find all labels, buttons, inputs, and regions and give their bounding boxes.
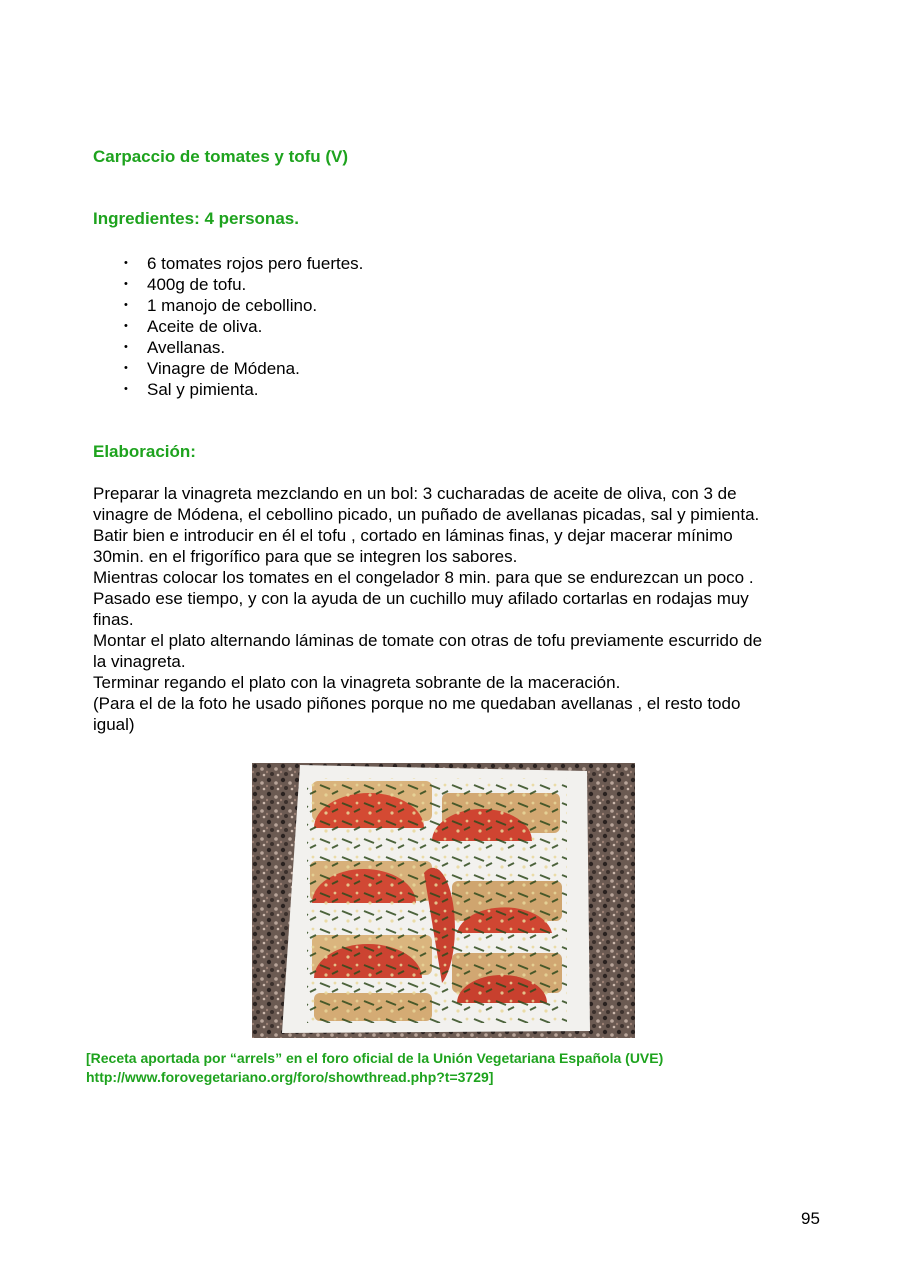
elaboration-line: Preparar la vinagreta mezclando en un bol: 3 cucharadas de aceite de oliva, con 3 de xyxy=(93,484,737,503)
ingredient-item: • Sal y pimienta. xyxy=(120,379,363,400)
ingredient-item: • Vinagre de Módena. xyxy=(120,358,363,379)
elaboration-line: Pasado ese tiempo, y con la ayuda de un cuchillo muy afilado cortarlas en rodajas muy xyxy=(93,589,749,608)
elaboration-line: Terminar regando el plato con la vinagreta sobrante de la maceración. xyxy=(93,673,621,692)
elaboration-line: 30min. en el frigorífico para que se integren los sabores. xyxy=(93,547,518,566)
page-number: 95 xyxy=(801,1209,820,1228)
ingredients-list xyxy=(120,253,363,400)
elaboration-line: la vinagreta. xyxy=(93,652,186,671)
ingredient-item: • 6 tomates rojos pero fuertes. xyxy=(120,253,363,274)
elaboration-line: igual) xyxy=(93,715,135,734)
elaboration-line: Mientras colocar los tomates en el congelador 8 min. para que se endurezcan un poco . xyxy=(93,568,754,587)
ingredient-item: • 400g de tofu. xyxy=(120,274,363,295)
credit-line: [Receta aportada por “arrels” en el foro oficial de la Unión Vegetariana Española (UVE) xyxy=(86,1050,664,1066)
elaboration-line: vinagre de Módena, el cebollino picado, un puñado de avellanas picadas, sal y pimienta. xyxy=(93,505,760,524)
elaboration-line: finas. xyxy=(93,610,134,629)
elaboration-line: Batir bien e introducir en él el tofu , cortado en láminas finas, y dejar macerar mínimo xyxy=(93,526,733,545)
elaboration-line: Montar el plato alternando láminas de tomate con otras de tofu previamente escurrido de xyxy=(93,631,763,650)
ingredients-heading: Ingredientes: 4 personas. xyxy=(93,209,299,228)
elaboration-text xyxy=(93,483,823,735)
recipe-title: Carpaccio de tomates y tofu (V) xyxy=(93,147,349,166)
elaboration-heading: Elaboración: xyxy=(93,442,196,461)
credit-url[interactable]: http://www.forovegetariano.org/foro/showthread.php?t=3729] xyxy=(86,1069,494,1085)
ingredient-item: • Aceite de oliva. xyxy=(120,316,363,337)
dish-photo xyxy=(252,763,635,1038)
ingredient-item: • Avellanas. xyxy=(120,337,363,358)
ingredient-item: • 1 manojo de cebollino. xyxy=(120,295,363,316)
elaboration-line: (Para el de la foto he usado piñones porque no me quedaban avellanas , el resto todo xyxy=(93,694,741,713)
recipe-credit xyxy=(86,1049,663,1087)
